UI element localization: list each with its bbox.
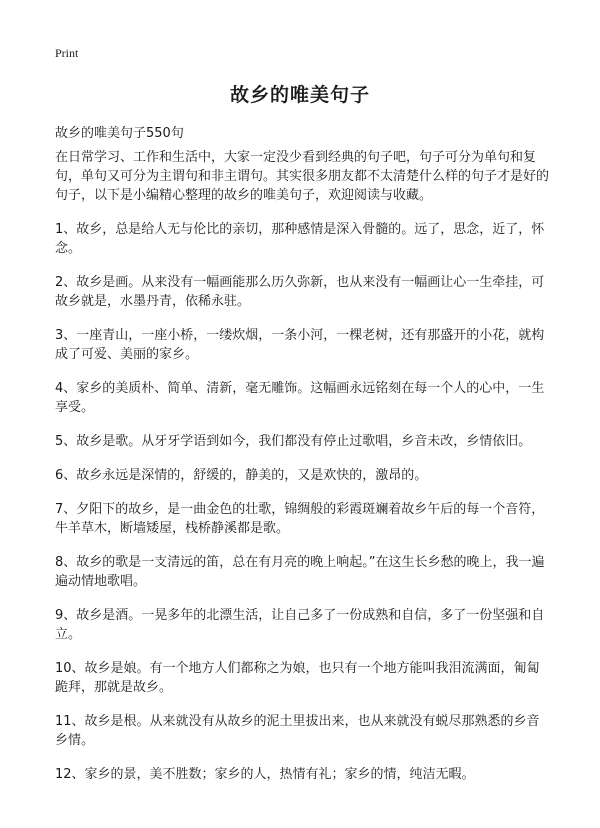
print-link[interactable]: Print (55, 46, 79, 60)
page-title: 故乡的唯美句子 (229, 84, 370, 106)
list-item: 10、故乡是娘。有一个地方人们都称之为娘，也只有一个地方能叫我泪流满面，匍匐跪拜，那就是故乡。 (55, 661, 540, 695)
list-item: 11、故乡是根。从来就没有从故乡的泥土里拔出来，也从来就没有蜕尽那熟悉的乡音乡情。 (55, 714, 540, 748)
subtitle: 故乡的唯美句子550句 (55, 126, 184, 141)
list-item: 3、一座青山，一座小桥，一缕炊烟，一条小河，一棵老树，还有那盛开的小花，就构成了可爱、美丽的家乡。 (55, 328, 545, 362)
intro-paragraph: 在日常学习、工作和生活中，大家一定没少看到经典的句子吧，句子可分为单句和复句，单句又可分为主谓句和非主谓句。其实很多朋友都不太清楚什么样的句子才是好的句子，以下是小编精心整理的故乡的唯美句子，欢迎阅读与收藏。 (55, 150, 550, 203)
list-item: 8、故乡的歌是一支清远的笛，总在有月亮的晚上响起。”在这生长乡愁的晚上，我一遍遍动情地歌唱。 (55, 555, 545, 589)
list-item: 4、家乡的美质朴、简单、清新，毫无雕饰。这幅画永远铭刻在每一个人的心中，一生享受。 (55, 381, 545, 415)
list-item: 2、故乡是画。从来没有一幅画能那么历久弥新，也从来没有一幅画让心一生牵挂，可故乡就是，水墨丹青，依稀永驻。 (55, 275, 545, 309)
list-item: 6、故乡永远是深情的，舒缓的，静美的，又是欢快的，激昂的。 (55, 468, 428, 483)
list-item: 7、夕阳下的故乡，是一曲金色的壮歌，锦绸般的彩霞斑斓着故乡午后的每一个音符，牛羊草木，断墙矮屋，栈桥静溪都是歌。 (55, 502, 545, 536)
list-item: 1、故乡，总是给人无与伦比的亲切，那种感情是深入骨髓的。远了，思念，近了，怀念。 (55, 222, 545, 256)
list-item: 12、家乡的景，美不胜数；家乡的人，热情有礼；家乡的情，纯洁无暇。 (55, 767, 475, 782)
list-item: 5、故乡是歌。从牙牙学语到如今，我们都没有停止过歌唱，乡音未改，乡情依旧。 (55, 434, 532, 449)
article-body (55, 148, 550, 799)
list-item: 9、故乡是酒。一晃多年的北漂生活，让自己多了一份成熟和自信，多了一份坚强和自立。 (55, 608, 545, 642)
